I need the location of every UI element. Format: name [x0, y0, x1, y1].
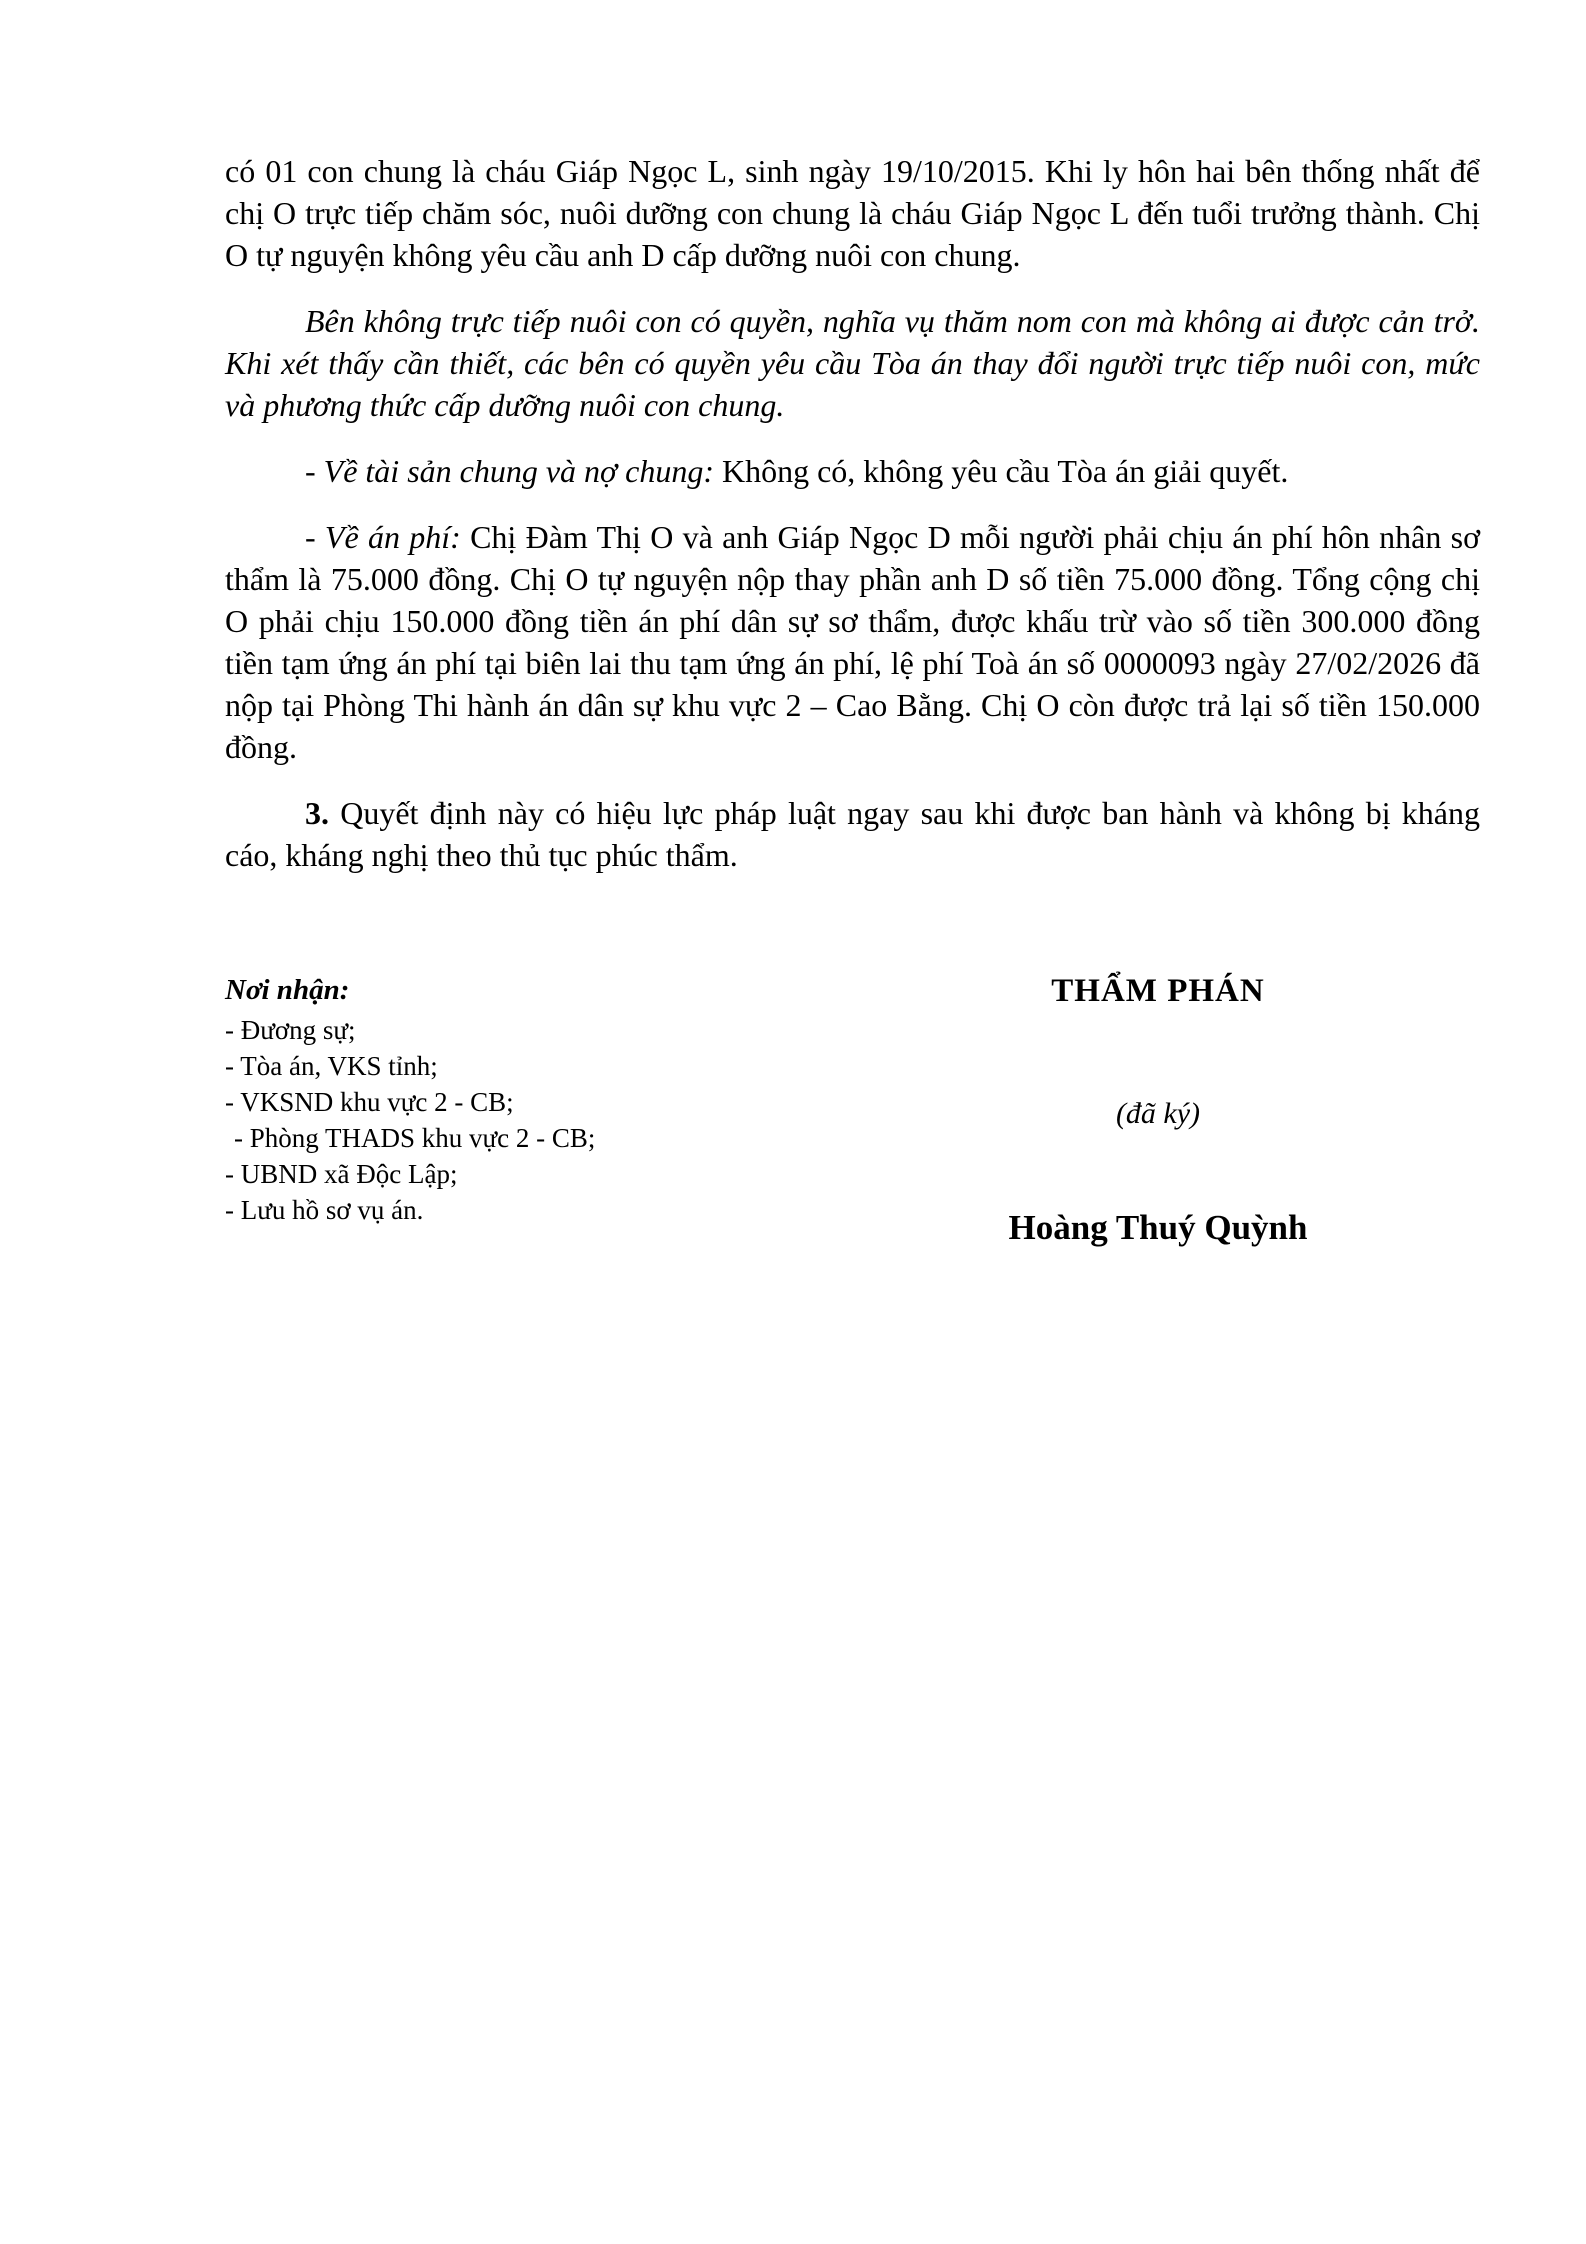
- paragraph-common-property: [225, 450, 1480, 492]
- signature-name: Hoàng Thuý Quỳnh: [1008, 1208, 1308, 1247]
- recipient-item: - Lưu hồ sơ vụ án.: [225, 1195, 424, 1225]
- document-body: [225, 150, 1480, 876]
- recipient-item: - Đương sự;: [225, 1015, 356, 1045]
- paragraph-effectiveness-number: 3.: [305, 795, 329, 831]
- paragraph-children-continuation: có 01 con chung là cháu Giáp Ngọc L, sinh ngày 19/10/2015. Khi ly hôn hai bên thống nhất để chị O trực tiếp chăm sóc, nuôi dưỡng con chung là cháu Giáp Ngọc L đến tuổi trưởng thành. Chị O tự nguyện không yêu cầu anh D cấp dưỡng nuôi con chung.: [225, 153, 1480, 273]
- paragraph-court-fees-text: Chị Đàm Thị O và anh Giáp Ngọc D mỗi người phải chịu án phí hôn nhân sơ thẩm là 75.000 đồng. Chị O tự nguyện nộp thay phần anh D số tiền 75.000 đồng. Tổng cộng chị O phải chịu 150.000 đồng tiền án phí dân sự sơ thẩm, được khấu trừ vào số tiền 300.000 đồng tiền tạm ứng án phí tại biên lai thu tạm ứng án phí, lệ phí Toà án số 0000093 ngày 27/02/2026 đã nộp tại Phòng Thi hành án dân sự khu vực 2 – Cao Bằng. Chị O còn được trả lại số tiền 150.000 đồng.: [225, 519, 1481, 765]
- signature-block: [850, 970, 1466, 1250]
- recipient-item: - UBND xã Độc Lập;: [225, 1159, 458, 1189]
- recipients-block: [225, 970, 595, 1228]
- paragraph-court-fees-lead: - Về án phí:: [305, 519, 461, 555]
- paragraph-common-property-lead: - Về tài sản chung và nợ chung:: [305, 453, 714, 489]
- recipient-item: - Tòa án, VKS tỉnh;: [225, 1051, 438, 1081]
- recipients-label: Nơi nhận:: [225, 974, 350, 1006]
- paragraph-common-property-text: Không có, không yêu cầu Tòa án giải quyết.: [721, 453, 1289, 489]
- recipient-item: - VKSND khu vực 2 - CB;: [225, 1087, 514, 1117]
- paragraph-effectiveness-text: Quyết định này có hiệu lực pháp luật ngay sau khi được ban hành và không bị kháng cáo, kháng nghị theo thủ tục phúc thẩm.: [225, 795, 1481, 873]
- recipients-list: [225, 1012, 595, 1228]
- paragraph-effectiveness: [225, 792, 1480, 876]
- signature-signed-note: (đã ký): [1115, 1097, 1201, 1130]
- paragraph-court-fees: [225, 516, 1480, 768]
- paragraph-visitation-rights: Bên không trực tiếp nuôi con có quyền, nghĩa vụ thăm nom con mà không ai được cản trở. Khi xét thấy cần thiết, các bên có quyền yêu cầu Tòa án thay đổi người trực tiếp nuôi con, mức và phương thức cấp dưỡng nuôi con chung.: [225, 303, 1480, 423]
- recipient-item: - Phòng THADS khu vực 2 - CB;: [234, 1123, 596, 1153]
- signature-title: THẨM PHÁN: [1051, 973, 1265, 1009]
